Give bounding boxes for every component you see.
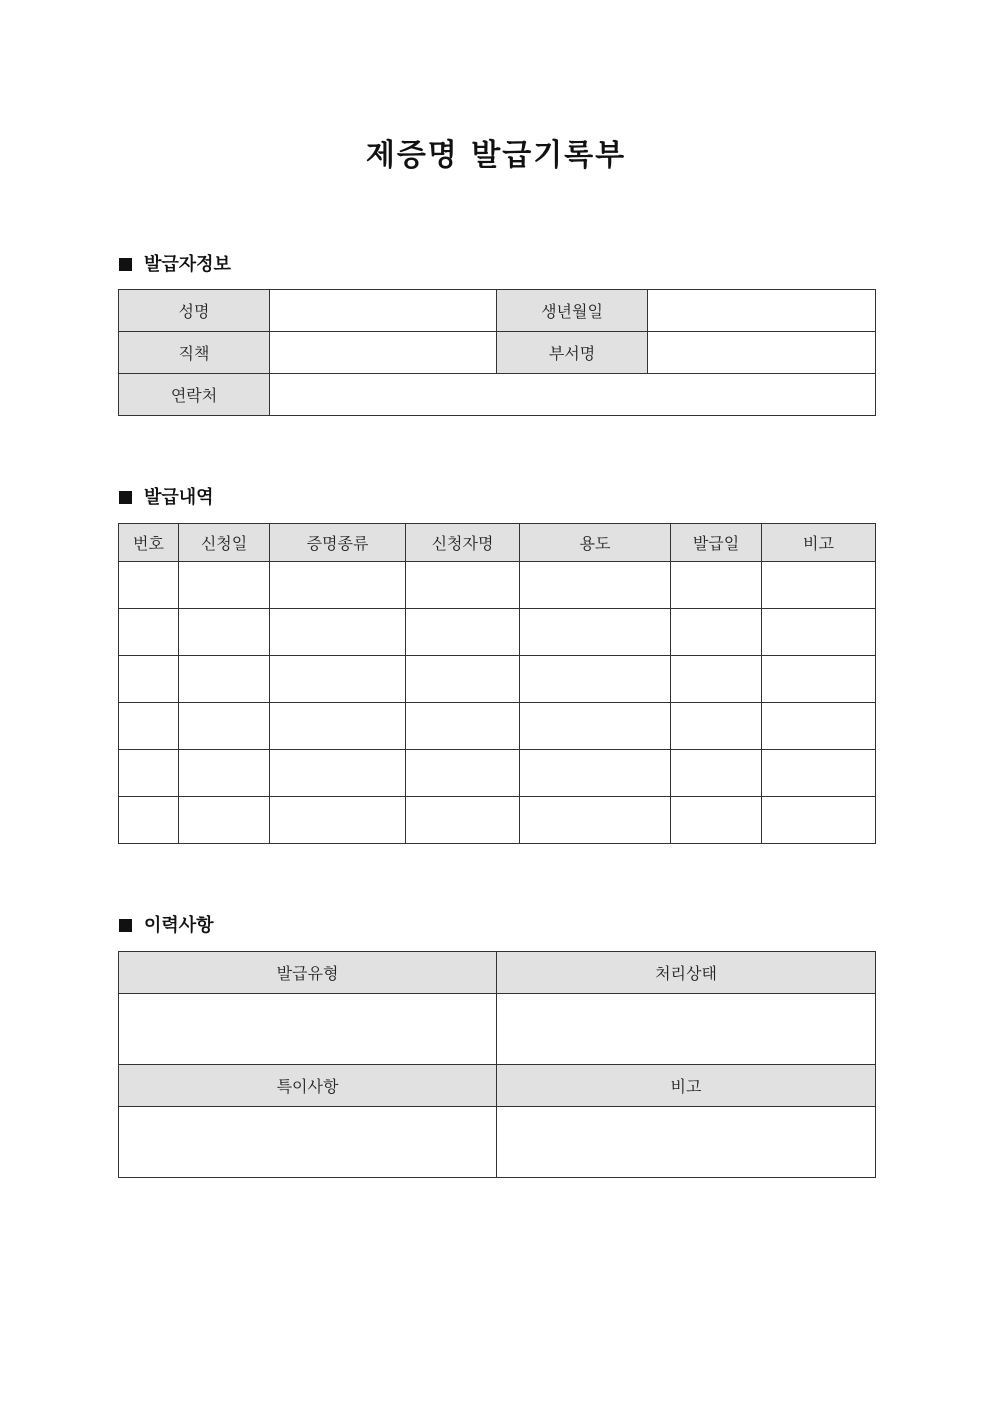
section-heading-issuer-info — [119, 252, 231, 278]
column-header-applicant-name: 신청자명 — [406, 524, 520, 562]
issue-type-field[interactable] — [119, 994, 497, 1065]
section-heading-label: 발급내역 — [144, 487, 214, 508]
remarks-field[interactable] — [497, 1107, 876, 1178]
table-cell[interactable] — [179, 750, 270, 797]
section-heading-label: 발급자정보 — [144, 254, 231, 275]
column-header-remarks: 비고 — [762, 524, 876, 562]
table-row — [119, 703, 876, 750]
table-cell[interactable] — [119, 656, 179, 703]
table-cell[interactable] — [671, 656, 762, 703]
table-cell[interactable] — [671, 562, 762, 609]
table-cell[interactable] — [520, 797, 671, 844]
table-cell[interactable] — [762, 656, 876, 703]
special-notes-field[interactable] — [119, 1107, 497, 1178]
name-field[interactable] — [270, 290, 497, 332]
table-cell[interactable] — [179, 656, 270, 703]
square-bullet-icon — [119, 258, 132, 271]
contact-label: 연락처 — [119, 374, 270, 416]
table-row — [119, 609, 876, 656]
table-cell[interactable] — [520, 656, 671, 703]
table-cell[interactable] — [762, 562, 876, 609]
table-row — [119, 332, 876, 374]
table-cell[interactable] — [406, 750, 520, 797]
column-header-request-date: 신청일 — [179, 524, 270, 562]
process-status-field[interactable] — [497, 994, 876, 1065]
department-label: 부서명 — [497, 332, 648, 374]
section-heading-history — [119, 913, 214, 939]
column-header-certificate-type: 증명종류 — [270, 524, 406, 562]
table-cell[interactable] — [520, 562, 671, 609]
table-row — [119, 562, 876, 609]
table-cell[interactable] — [762, 609, 876, 656]
table-row — [119, 797, 876, 844]
issuer-info-table — [118, 289, 876, 416]
table-cell[interactable] — [119, 562, 179, 609]
special-notes-label: 특이사항 — [119, 1065, 497, 1107]
table-row — [119, 994, 876, 1065]
table-cell[interactable] — [406, 797, 520, 844]
name-label: 성명 — [119, 290, 270, 332]
table-row — [119, 290, 876, 332]
table-header-row — [119, 1065, 876, 1107]
table-row — [119, 656, 876, 703]
table-cell[interactable] — [671, 797, 762, 844]
birth-date-field[interactable] — [648, 290, 876, 332]
table-cell[interactable] — [179, 609, 270, 656]
process-status-label: 처리상태 — [497, 952, 876, 994]
birth-date-label: 생년월일 — [497, 290, 648, 332]
history-table — [118, 951, 876, 1178]
section-heading-issuance-list — [119, 485, 214, 511]
table-row — [119, 374, 876, 416]
table-cell[interactable] — [762, 750, 876, 797]
table-cell[interactable] — [762, 797, 876, 844]
table-cell[interactable] — [406, 703, 520, 750]
position-label: 직책 — [119, 332, 270, 374]
table-cell[interactable] — [270, 750, 406, 797]
table-cell[interactable] — [179, 562, 270, 609]
table-header-row — [119, 524, 876, 562]
table-cell[interactable] — [179, 797, 270, 844]
table-cell[interactable] — [671, 703, 762, 750]
position-field[interactable] — [270, 332, 497, 374]
table-cell[interactable] — [270, 609, 406, 656]
table-cell[interactable] — [520, 609, 671, 656]
table-cell[interactable] — [179, 703, 270, 750]
section-heading-label: 이력사항 — [144, 915, 214, 936]
table-cell[interactable] — [520, 750, 671, 797]
table-cell[interactable] — [270, 797, 406, 844]
table-cell[interactable] — [406, 656, 520, 703]
table-cell[interactable] — [270, 562, 406, 609]
table-cell[interactable] — [270, 656, 406, 703]
column-header-purpose: 용도 — [520, 524, 671, 562]
column-header-number: 번호 — [119, 524, 179, 562]
table-cell[interactable] — [520, 703, 671, 750]
page-title: 제증명 발급기록부 — [365, 138, 627, 173]
remarks-label: 비고 — [497, 1065, 876, 1107]
table-cell[interactable] — [406, 609, 520, 656]
table-row — [119, 1107, 876, 1178]
table-cell[interactable] — [119, 703, 179, 750]
table-cell[interactable] — [270, 703, 406, 750]
table-cell[interactable] — [119, 750, 179, 797]
square-bullet-icon — [119, 919, 132, 932]
table-cell[interactable] — [119, 609, 179, 656]
table-cell[interactable] — [671, 609, 762, 656]
issue-type-label: 발급유형 — [119, 952, 497, 994]
table-cell[interactable] — [406, 562, 520, 609]
table-cell[interactable] — [762, 703, 876, 750]
table-cell[interactable] — [119, 797, 179, 844]
department-field[interactable] — [648, 332, 876, 374]
issuance-list-table — [118, 523, 876, 844]
contact-field[interactable] — [270, 374, 876, 416]
table-row — [119, 750, 876, 797]
table-header-row — [119, 952, 876, 994]
square-bullet-icon — [119, 491, 132, 504]
column-header-issue-date: 발급일 — [671, 524, 762, 562]
table-cell[interactable] — [671, 750, 762, 797]
